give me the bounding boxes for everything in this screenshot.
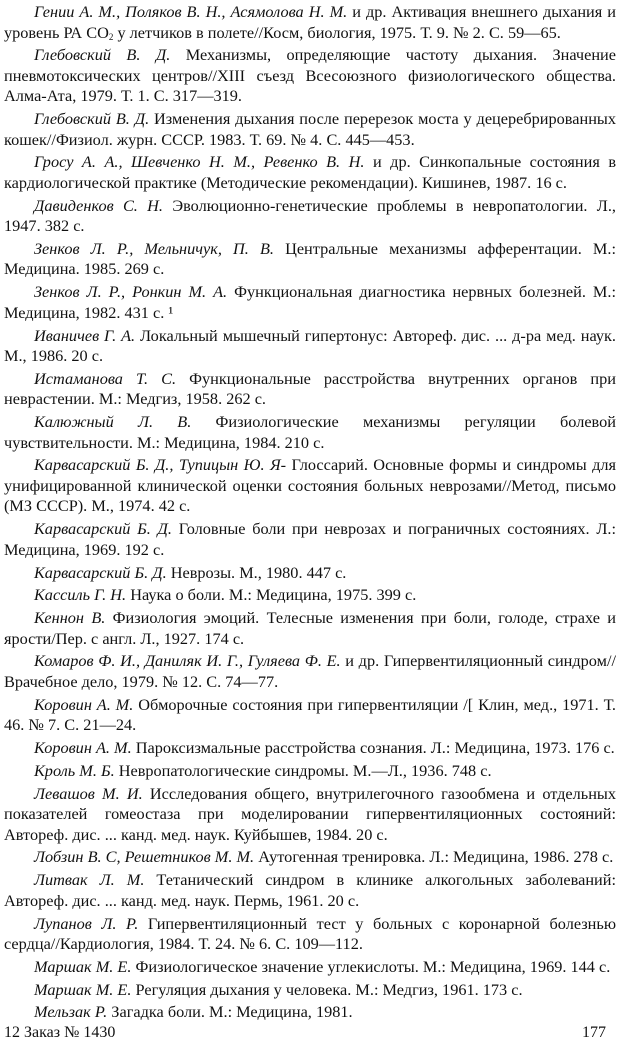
printer-signature: 12 Заказ № 1430 (4, 1024, 116, 1041)
reference-entry (4, 761, 616, 782)
reference-authors: Калюжный Л. В. (34, 412, 192, 432)
reference-text: Изменения дыхания после перерезок моста у децеребрированных кошек//Физиол. журн. СССР. 1983. Т. 69. № 4. С. 445—453. (4, 109, 616, 149)
reference-authors: Давиденков С. Н. (34, 195, 164, 215)
reference-text: Локальный мышечный гипертонус: Автореф. дис. ... д-ра мед. наук. М., 1986. 20 с. (4, 325, 616, 366)
reference-authors: Кеннон В. (34, 608, 106, 628)
reference-text: и др. Синкопальные состояния в кардиологической практике (Методические рекомендации). Кишинев, 1987. 16 с. (4, 152, 617, 192)
reference-text: Физиологическое значение углекислоты. М.: Медицина, 1969. 144 с. (131, 956, 611, 976)
reference-authors: Карвасарский Б. Д. (34, 562, 167, 582)
reference-authors: Гении А. М., Поляков В. Н., Асямолова Н. М. (34, 2, 348, 21)
reference-authors: Лобзин В. С, Решетников М. М. (34, 847, 255, 867)
reference-authors: Гросу А. А., Шевченко Н. М., Ревенко В. Н. (34, 152, 365, 172)
reference-entry (4, 608, 616, 649)
reference-entry (4, 847, 616, 868)
reference-authors: Мельзак Р. (34, 1002, 108, 1022)
reference-authors: Комаров Ф. И., Даниляк И. Г., Гуляева Ф. Е. (34, 651, 341, 671)
reference-authors: Маршак М. Е. (34, 956, 132, 976)
reference-entry (4, 738, 616, 759)
reference-authors: Иваничев Г. А. (34, 325, 136, 345)
reference-text: Обморочные состояния при гипервентиляции /[ Клин, мед., 1971. Т. 46. № 7. С. 21—24. (4, 694, 617, 735)
reference-text: Головные боли при неврозах и пограничных состояниях. Л.: Медицина, 1969. 192 с. (4, 519, 616, 559)
reference-text: Тетанический синдром в клинике алкогольных заболеваний: Автореф. дис. ... канд. мед. наук. Пермь, 1961. 20 с. (4, 870, 616, 910)
reference-entry (4, 45, 616, 107)
reference-authors: Глебовский В. Д. (34, 109, 150, 129)
reference-authors: Лупанов Л. Р. (34, 913, 139, 933)
reference-authors: Коровин А. М. (34, 694, 134, 714)
reference-authors: Глебовский В. Д. (34, 45, 171, 65)
reference-text: Функциональная диагностика нервных болезней. М.: Медицина, 1982. 431 с. ¹ (4, 282, 616, 322)
reference-text: Глоссарий. Основные формы и синдромы для унифицированной клинической оценки состояния больных неврозами//Метод, письмо (МЗ СССР). М., 1974. 42 с. (4, 455, 616, 516)
reference-entry (4, 914, 616, 955)
reference-entry (4, 585, 616, 606)
reference-entry (4, 2, 616, 43)
reference-entry (4, 651, 616, 692)
reference-authors: Зенков Л. Р., Мельничук, П. В. (34, 238, 274, 258)
reference-entry (4, 109, 616, 150)
reference-entry (4, 455, 616, 517)
reference-authors: Кассиль Г. Н. (34, 585, 127, 605)
reference-entry (4, 784, 616, 846)
reference-entry (4, 196, 616, 237)
reference-entry (4, 980, 616, 1001)
reference-authors: Карвасарский Б. Д., Тупицын Ю. Я- (34, 455, 287, 475)
reference-entry (4, 369, 616, 410)
reference-text-continued: у летчиков в полете//Косм, биология, 1975. Т. 9. № 2. С. 59—65. (113, 22, 561, 42)
reference-authors: Левашов М. И. (34, 783, 143, 803)
reference-text: Неврозы. М., 1980. 447 с. (166, 562, 347, 582)
reference-text: и др. Активация внешнего дыхания и уровень РА СО (4, 2, 616, 42)
reference-text: Физиология эмоций. Телесные изменения при боли, голоде, страхе и ярости/Пер. с англ. Л., 1927. 174 с. (4, 608, 616, 648)
reference-entry (4, 239, 616, 280)
reference-entry (4, 282, 616, 323)
reference-text: Загадка боли. М.: Медицина, 1981. (107, 1002, 353, 1022)
reference-entry (4, 957, 616, 978)
reference-authors: Зенков Л. Р., Ронкин М. А. (34, 282, 228, 302)
reference-entry (4, 519, 616, 560)
reference-text: Исследования общего, внутрилегочного газообмена и отдельных показателей гомеостаза при моделировании гипервентиляционных состояний: Автореф. дис. ... канд. мед. наук. Куйбышев, 1984. 20 с. (4, 783, 616, 844)
reference-text: и др. Гипервентиляционный синдром//Врачебное дело, 1979. № 12. С. 74—77. (4, 651, 616, 691)
reference-entry (4, 563, 616, 584)
reference-text: Эволюционно-генетические проблемы в невропатологии. Л., 1947. 382 с. (4, 195, 616, 236)
reference-text: Регуляция дыхания у человека. М.: Медгиз, 1961. 173 с. (131, 979, 523, 999)
reference-text: Механизмы, определяющие частоту дыхания. Значение пневмотоксических центров//XIII съезд Всесоюзного физиологического общества. Алма-Ата, 1979. Т. 1. С. 317—319. (4, 45, 616, 106)
reference-text: Пароксизмальные расстройства сознания. Л.: Медицина, 1973. 176 с. (131, 738, 615, 758)
reference-authors: Истаманова Т. С. (34, 368, 177, 388)
reference-list (4, 2, 616, 1025)
reference-text: Центральные механизмы афферентации. М.: Медицина. 1985. 269 с. (4, 238, 616, 279)
reference-entry (4, 870, 616, 911)
reference-entry (4, 152, 616, 193)
reference-text: Наука о боли. М.: Медицина, 1975. 399 с. (126, 585, 417, 605)
reference-authors: Литвак Л. М. (34, 870, 145, 890)
reference-authors: Карвасарский Б. Д. (34, 519, 172, 539)
reference-text: Аутогенная тренировка. Л.: Медицина, 1986. 278 с. (254, 847, 614, 867)
reference-entry (4, 326, 616, 367)
reference-authors: Кроль М. Б. (34, 760, 115, 780)
reference-authors: Маршак М. Е. (34, 979, 132, 999)
reference-entry (4, 1002, 616, 1023)
page-footer (4, 1024, 606, 1042)
reference-entry (4, 412, 616, 453)
reference-entry (4, 695, 616, 736)
reference-text: Гипервентиляционный тест у больных с коронарной болезнью сердца//Кардиология, 1984. Т. 24. № 6. С. 109—112. (4, 913, 616, 954)
reference-subscript: 2 (108, 31, 114, 42)
reference-text: Физиологические механизмы регуляции болевой чувствительности. М.: Медицина, 1984. 210 с. (4, 412, 616, 452)
reference-text: Невропатологические синдромы. М.—Л., 1936. 748 с. (114, 760, 492, 780)
page-number: 177 (582, 1024, 606, 1041)
reference-authors: Коровин А. М. (34, 738, 132, 758)
reference-text: Функциональные расстройства внутренних органов при неврастении. М.: Медгиз, 1958. 262 с. (4, 368, 616, 409)
